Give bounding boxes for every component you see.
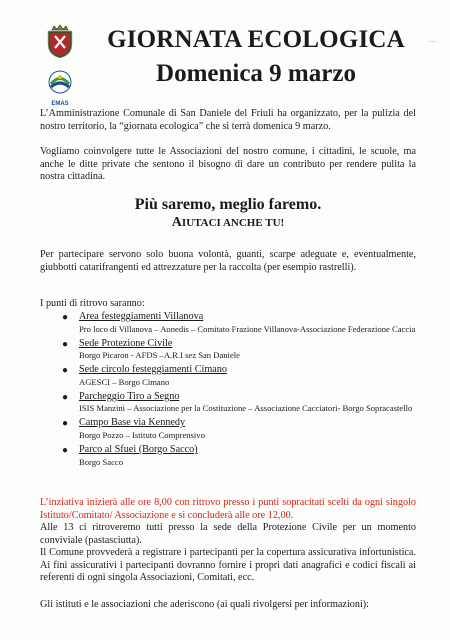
list-item <box>62 311 416 335</box>
meeting-point-name: Campo Base via Kennedy <box>79 417 186 429</box>
emas-logo-icon <box>44 69 76 95</box>
list-item <box>62 391 416 415</box>
insurance-paragraph: Il Comune provvederà a registrare i partecipanti per la copertura assicurativa infortunistica. Ai fini assicurativi i partecipanti dovranno fornire i propri dati anagrafici e codici fiscali ai referenti di ogni singola Associazioni, Comitati, ecc. <box>40 547 416 584</box>
meeting-point-name: Area festeggiamenti Villanova <box>79 311 204 322</box>
meeting-point-detail: ISIS Manzini – Associazione per la Costituzione – Associazione Cacciatori- Borgo Sopracastello <box>79 403 413 414</box>
participation-paragraph: Per partecipare servono solo buona volontà, guanti, scarpe adeguate e, eventualmente, giubbotti catarifrangenti ed attrezzature per la raccolta (per esempio rastrelli). <box>40 249 416 273</box>
page-subtitle: Domenica 9 marzo <box>156 60 356 87</box>
emas-label: EMAS <box>51 101 69 107</box>
list-item <box>62 444 416 468</box>
bullet-icon: ● <box>62 444 69 456</box>
list-item <box>62 417 416 441</box>
intro-paragraph-1: L’Amministrazione Comunale di San Daniele del Friuli ha organizzato, per la pulizia del nostro territorio, la “giornata ecologica” che si terrà domenica 9 marzo. <box>40 108 416 132</box>
bullet-icon: ● <box>62 338 69 350</box>
logo-column <box>44 24 76 107</box>
meeting-point-detail: Borgo Pozzo – Istituto Comprensivo <box>79 429 205 440</box>
institutes-paragraph: Gli istituti e le associazioni che aderiscono (ai quali rivolgersi per informazioni): <box>40 599 370 610</box>
slogan-line-1: Più saremo, meglio faremo. <box>134 196 322 213</box>
municipal-crest-icon <box>46 24 74 58</box>
meeting-point-name: Parcheggio Tiro a Segno <box>79 390 180 402</box>
list-item <box>62 364 416 388</box>
meeting-point-name: Sede Protezione Civile <box>79 337 173 349</box>
scan-mark: ⌴ <box>428 34 436 44</box>
schedule-notice: L’inziativa inizierà alle ore 8,00 con ritrovo presso i punti sopracitati scelti da ogni singolo Istituto/Comitato/ Associazione e si concluderà alle ore 12,00. <box>40 497 416 521</box>
meeting-point-name: Parco al Sfuei (Borgo Sacco) <box>79 443 198 455</box>
page-title: GIORNATA ECOLOGICA <box>107 26 405 53</box>
meeting-points-list <box>62 311 416 471</box>
meeting-points-intro: I punti di ritrovo saranno: <box>40 298 145 309</box>
lunch-paragraph: Alle 13 ci ritroveremo tutti presso la sede della Protezione Civile per un momento conviviale (pastasciutta). <box>40 522 416 546</box>
slogan-line-2 <box>40 215 416 231</box>
meeting-point-detail: AGESCI – Borgo Cimano <box>79 376 170 387</box>
meeting-point-detail: Pro loco di Villanova – Aonedis – Comitato Frazione Villanova-Associazione Federazione Caccia <box>79 323 416 334</box>
list-item <box>62 338 416 362</box>
meeting-point-detail: Borgo Sacco <box>79 456 123 467</box>
bullet-icon: ● <box>62 312 69 323</box>
meeting-point-detail: Borgo Picaron - AFDS –A.R.I sez San Daniele <box>79 350 240 361</box>
bullet-icon: ● <box>62 391 69 403</box>
meeting-point-name: Sede circolo festeggiamenti Cimano <box>79 364 227 376</box>
bullet-icon: ● <box>62 365 69 377</box>
slogan-small-caps: IUTACI ANCHE TU! <box>181 217 285 229</box>
bullet-icon: ● <box>62 418 69 430</box>
intro-paragraph-2: Vogliamo coinvolgere tutte le Associazioni del nostro comune, i cittadini, le scuole, ma anche le ditte private che sentono il bisogno di dare un contributo per rendere pulita la nostra cittadina. <box>40 146 416 183</box>
slogan-initial: A <box>171 215 182 230</box>
